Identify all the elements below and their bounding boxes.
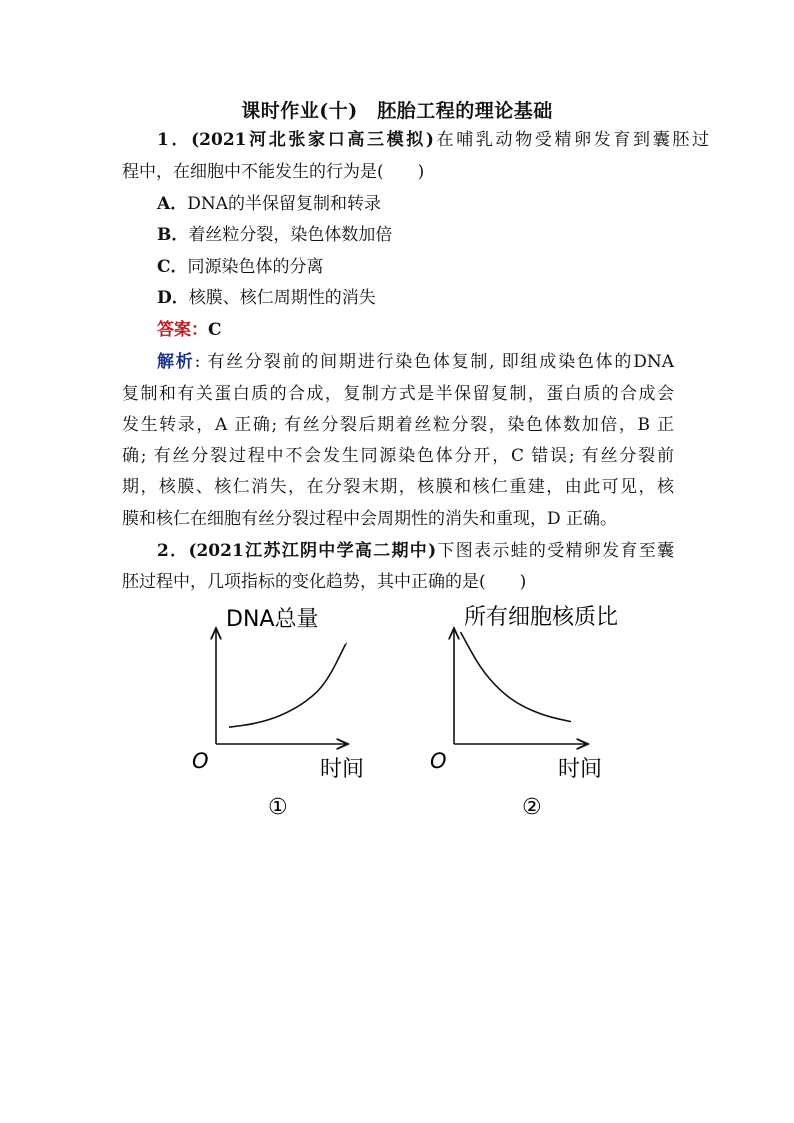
option-label: A． [157,194,188,214]
graph-2-xlabel: 时间 [558,757,603,782]
graph-2-origin: O [430,749,447,773]
explanation-text: : 有丝分裂前的间期进行染色体复制, 即组成染色体的DNA [194,352,674,372]
q1-option-c [157,257,324,277]
answer-label: 答案： [157,320,208,340]
page-title: 课时作业(十) 胚胎工程的理论基础 [241,100,553,122]
option-label: C． [157,257,188,277]
q1-stem-line1 [157,130,709,150]
q1-explanation-line6: 膜和核仁在细胞有丝分裂过程中会周期性的消失和重现，D 正确。 [122,509,618,529]
graph-2-curve [461,632,572,722]
graph-1-ylabel: DNA总量 [226,607,319,632]
q1-explanation-line3: 发生转录，A 正确; 有丝分裂后期着丝粒分裂，染色体数加倍，B 正 [122,415,674,435]
graph-1-curve [229,643,346,727]
q2-number: 2． [157,541,189,561]
q1-stem-line2: 程中，在细胞中不能发生的行为是( ) [122,162,425,182]
option-text: DNA的半保留复制和转录 [187,194,381,214]
q1-explanation-line5: 期，核膜、核仁消失，在分裂末期，核膜和核仁重建，由此可见，核 [122,477,674,497]
graph-1 [192,607,364,820]
q1-source: (2021河北张家口高三模拟) [191,130,434,150]
option-text: 着丝粒分裂，染色体数加倍 [188,225,393,245]
q1-option-d [157,288,376,308]
q1-option-b [157,225,392,245]
answer-value: C [208,320,222,340]
q2-stem-line2: 胚过程中，几项指标的变化趋势，其中正确的是( ) [122,572,527,592]
graph-2 [430,605,618,820]
q2-stem-line1 [157,541,674,561]
option-text: 核膜、核仁周期性的消失 [188,288,376,308]
graph-2-ylabel: 所有细胞核质比 [464,605,619,630]
graph-1-number: ① [268,795,288,820]
option-text: 同源染色体的分离 [187,257,324,277]
graph-2-number: ② [522,795,542,820]
explanation-label: 解析 [157,352,195,372]
option-label: B． [157,225,189,245]
q1-option-a [157,194,381,214]
q1-answer [157,320,222,340]
q2-stem-text1: 下图表示蛙的受精卵发育至囊 [436,541,674,561]
q1-explanation-line2: 复制和有关蛋白质的合成，复制方式是半保留复制，蛋白质的合成会 [122,384,674,404]
figure-graphs [180,600,660,830]
q2-source: (2021江苏江阴中学高二期中) [188,541,437,561]
q1-explanation-line1 [157,352,674,372]
q1-number: 1． [157,130,192,150]
graph-1-origin: O [192,749,209,773]
graph-1-xlabel: 时间 [320,757,365,782]
option-label: D． [157,288,189,308]
q1-stem-text1: 在哺乳动物受精卵发育到囊胚过 [433,130,709,150]
q1-explanation-line4: 确; 有丝分裂过程中不会发生同源染色体分开，C 错误; 有丝分裂前 [122,446,674,466]
